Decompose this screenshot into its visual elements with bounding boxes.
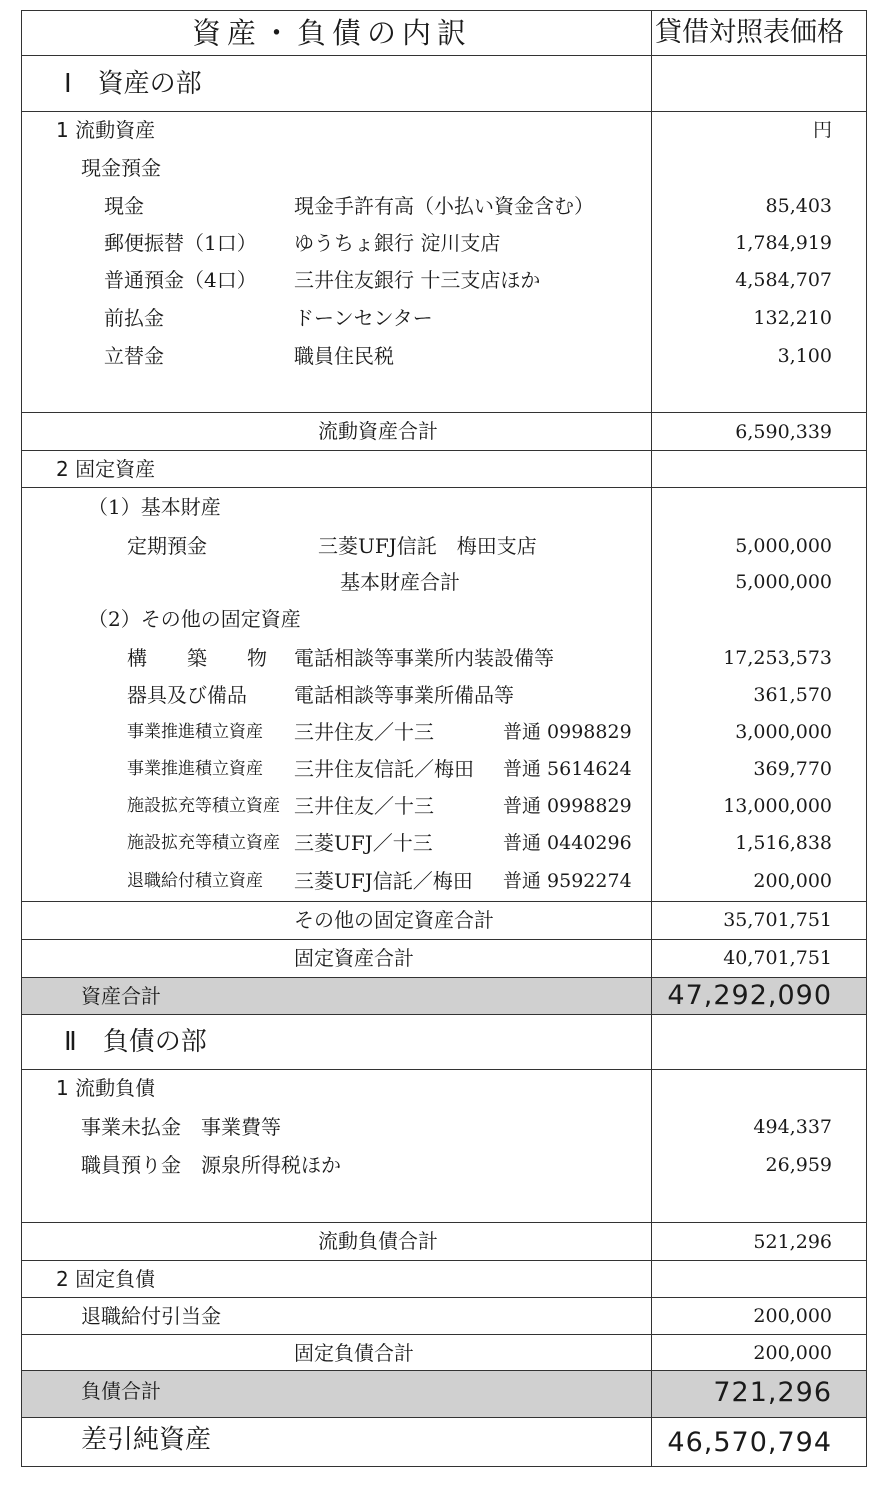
assets-section-title: Ⅰ 資産の部 — [64, 69, 202, 99]
reserve-asset-bank: 三井住友信託／梅田 — [294, 757, 474, 781]
basic-property-heading: （1）基本財産 — [88, 495, 221, 519]
row-divider — [22, 450, 866, 451]
reserve-asset-bank: 三井住友／十三 — [294, 720, 434, 744]
reserve-asset-bank: 三菱UFJ／十三 — [294, 831, 433, 855]
reserve-asset-account: 普通 0998829 — [503, 721, 632, 743]
retirement-allowance-value: 200,000 — [753, 1305, 832, 1327]
row-divider — [22, 939, 866, 940]
row-divider — [22, 1260, 866, 1261]
fixtures-label: 器具及び備品 — [127, 683, 247, 707]
current-assets-total-value: 6,590,339 — [735, 421, 832, 443]
ordinary-deposit-label: 普通預金（4口） — [104, 268, 257, 292]
term-deposit-detail: 三菱UFJ信託 梅田支店 — [318, 534, 537, 558]
basic-property-total-value: 5,000,000 — [735, 571, 832, 593]
current-liabilities-total-value: 521,296 — [753, 1231, 832, 1253]
reserve-asset-value: 369,770 — [753, 758, 832, 780]
current-assets-total-label: 流動資産合計 — [318, 419, 438, 443]
row-divider — [22, 1014, 866, 1015]
liabilities-total-label: 負債合計 — [81, 1379, 161, 1403]
ordinary-deposit-detail: 三井住友銀行 十三支店ほか — [294, 268, 541, 292]
current-assets-heading: 1 流動資産 — [56, 118, 156, 142]
term-deposit-label: 定期預金 — [127, 534, 207, 558]
row-divider — [22, 487, 866, 488]
current-liabilities-heading: 1 流動負債 — [56, 1076, 156, 1100]
postal-transfer-label: 郵便振替（1口） — [104, 231, 257, 255]
current-liabilities-total-label: 流動負債合計 — [318, 1229, 438, 1253]
other-fixed-assets-total-value: 35,701,751 — [723, 909, 832, 931]
accounts-payable-value: 494,337 — [753, 1116, 832, 1138]
reserve-asset-value: 3,000,000 — [735, 721, 832, 743]
reserve-asset-label: 施設拡充等積立資産 — [127, 833, 280, 853]
retirement-allowance-label: 退職給付引当金 — [81, 1304, 221, 1328]
reserve-asset-bank: 三井住友／十三 — [294, 794, 434, 818]
fixed-liabilities-heading: 2 固定負債 — [56, 1267, 156, 1291]
row-divider — [22, 977, 866, 978]
deposits-received-label: 職員預り金 源泉所得税ほか — [81, 1153, 341, 1177]
liabilities-total-value: 721,296 — [713, 1377, 832, 1408]
ordinary-deposit-value: 4,584,707 — [735, 269, 832, 291]
reserve-asset-label: 事業推進積立資産 — [127, 722, 263, 742]
fixed-liabilities-total-label: 固定負債合計 — [294, 1341, 414, 1365]
deposits-received-value: 26,959 — [765, 1154, 832, 1176]
cash-value: 85,403 — [765, 195, 832, 217]
assets-total-label: 資産合計 — [81, 984, 161, 1008]
fixed-assets-heading: 2 固定資産 — [56, 457, 156, 481]
accounts-payable-label: 事業未払金 事業費等 — [81, 1115, 281, 1139]
structures-detail: 電話相談等事業所内装設備等 — [294, 646, 554, 670]
reserve-asset-account: 普通 9592274 — [503, 870, 632, 892]
cash-detail: 現金手許有高（小払い資金含む） — [294, 194, 594, 218]
advance-value: 3,100 — [777, 345, 832, 367]
row-divider — [22, 55, 866, 56]
fixtures-detail: 電話相談等事業所備品等 — [294, 683, 514, 707]
net-assets-label: 差引純資産 — [81, 1425, 212, 1455]
prepaid-label: 前払金 — [104, 306, 164, 330]
net-assets-value: 46,570,794 — [667, 1427, 832, 1458]
row-divider — [22, 1370, 866, 1371]
postal-transfer-value: 1,784,919 — [735, 232, 832, 254]
structures-label: 構 築 物 — [127, 646, 267, 670]
structures-value: 17,253,573 — [723, 647, 832, 669]
table-title: 資産・負債の内訳 — [192, 16, 473, 50]
column-divider — [651, 11, 652, 1466]
term-deposit-value: 5,000,000 — [735, 535, 832, 557]
prepaid-value: 132,210 — [753, 307, 832, 329]
balance-sheet-table — [21, 10, 867, 1467]
basic-property-total-label: 基本財産合計 — [340, 570, 460, 594]
fixtures-value: 361,570 — [753, 684, 832, 706]
row-divider — [22, 1297, 866, 1298]
reserve-asset-value: 1,516,838 — [735, 832, 832, 854]
reserve-asset-value: 13,000,000 — [723, 795, 832, 817]
row-divider — [22, 111, 866, 112]
prepaid-detail: ドーンセンター — [294, 306, 433, 330]
row-divider — [22, 1222, 866, 1223]
fixed-assets-total-label: 固定資産合計 — [294, 946, 414, 970]
unit-label: 円 — [812, 119, 832, 141]
reserve-asset-account: 普通 5614624 — [503, 758, 632, 780]
row-divider — [22, 1334, 866, 1335]
advance-label: 立替金 — [104, 344, 164, 368]
cash-deposits-label: 現金預金 — [81, 156, 161, 180]
other-fixed-assets-heading: （2）その他の固定資産 — [88, 607, 301, 631]
assets-total-value: 47,292,090 — [667, 980, 832, 1011]
fixed-assets-total-value: 40,701,751 — [723, 947, 832, 969]
row-divider — [22, 901, 866, 902]
reserve-asset-value: 200,000 — [753, 870, 832, 892]
postal-transfer-detail: ゆうちょ銀行 淀川支店 — [294, 231, 501, 255]
reserve-asset-label: 事業推進積立資産 — [127, 759, 263, 779]
cash-label: 現金 — [104, 194, 144, 218]
row-divider — [22, 1069, 866, 1070]
row-divider — [22, 1417, 866, 1418]
advance-detail: 職員住民税 — [294, 344, 394, 368]
reserve-asset-account: 普通 0440296 — [503, 832, 632, 854]
fixed-liabilities-total-value: 200,000 — [753, 1342, 832, 1364]
liabilities-section-title: Ⅱ 負債の部 — [64, 1027, 207, 1057]
reserve-asset-account: 普通 0998829 — [503, 795, 632, 817]
reserve-asset-label: 施設拡充等積立資産 — [127, 796, 280, 816]
value-column-header: 貸借対照表価格 — [655, 17, 844, 48]
other-fixed-assets-total-label: その他の固定資産合計 — [294, 908, 494, 932]
reserve-asset-label: 退職給付積立資産 — [127, 871, 263, 891]
row-divider — [22, 412, 866, 413]
reserve-asset-bank: 三菱UFJ信託／梅田 — [294, 869, 473, 893]
